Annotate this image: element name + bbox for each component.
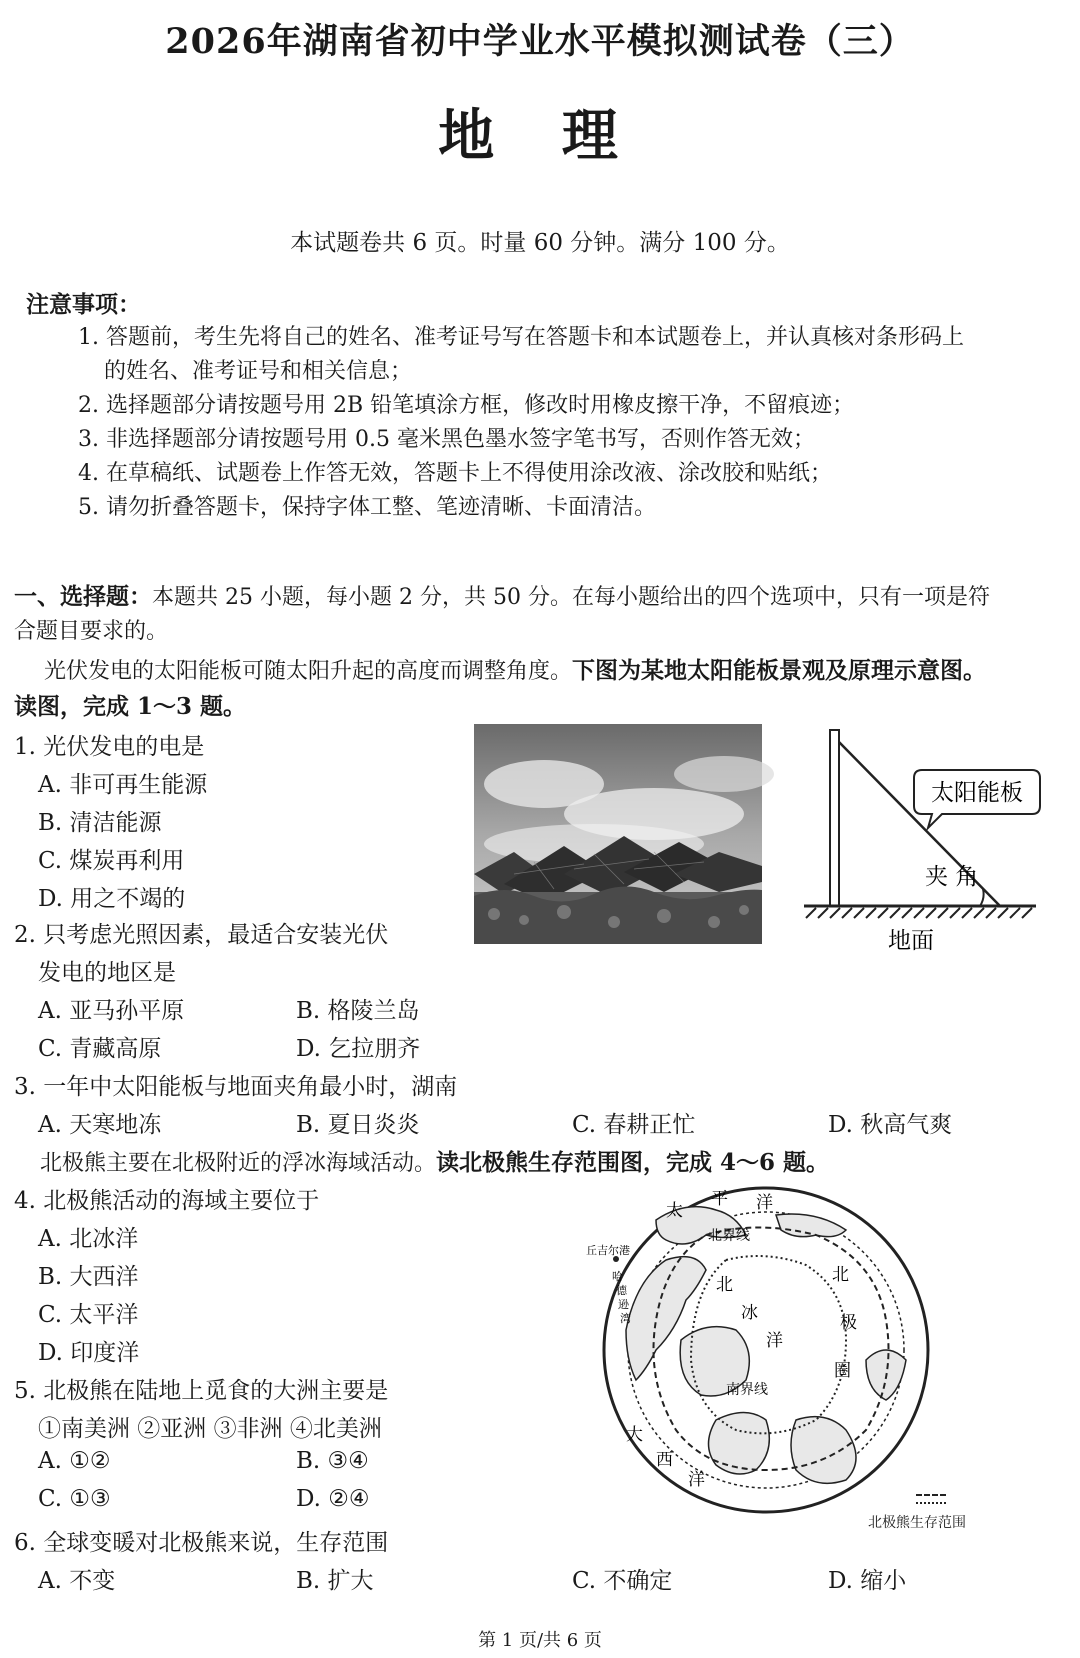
q5-option-b: B. ③④ <box>296 1448 369 1474</box>
svg-text:哈: 哈 <box>612 1270 623 1283</box>
angle-label: 夹 角 <box>925 864 979 890</box>
question-2: 2. 只考虑光照因素，最适合安装光伏 <box>14 922 389 948</box>
q6-option-a: A. 不变 <box>38 1568 116 1594</box>
polar-bear-range-map <box>586 1180 936 1520</box>
question-6: 6. 全球变暖对北极熊来说，生存范围 <box>14 1530 389 1556</box>
notice-item: 5. 请勿折叠答题卡，保持字体工整、笔迹清晰、卡面清洁。 <box>78 495 656 520</box>
passage-2 <box>40 1144 829 1177</box>
pacific-char: 太 <box>666 1201 683 1221</box>
notice-item: 1. 答题前，考生先将自己的姓名、准考证号写在答题卡和本试题卷上，并认真核对条形码上 <box>78 325 964 350</box>
arctic-circle-char: 极 <box>840 1313 857 1333</box>
svg-text:湾: 湾 <box>620 1312 631 1325</box>
q5-option-d: D. ②④ <box>296 1486 370 1512</box>
cape-label: 丘吉尔港 <box>586 1244 630 1257</box>
angle-arc <box>980 889 984 906</box>
q1-option-c: C. 煤炭再利用 <box>38 848 185 874</box>
q4-option-c: C. 太平洋 <box>38 1302 139 1328</box>
question-3: 3. 一年中太阳能板与地面夹角最小时，湖南 <box>14 1074 458 1100</box>
question-4: 4. 北极熊活动的海域主要位于 <box>14 1188 320 1214</box>
solar-panel-photo <box>474 724 762 944</box>
q2-option-d: D. 乞拉朋齐 <box>296 1036 421 1062</box>
q6-option-d: D. 缩小 <box>828 1568 907 1594</box>
legend-line-2 <box>916 1502 946 1504</box>
q1-option-b: B. 清洁能源 <box>38 810 162 836</box>
q2-option-b: B. 格陵兰岛 <box>296 998 420 1024</box>
q1-option-a: A. 非可再生能源 <box>38 772 208 798</box>
notice-item: 3. 非选择题部分请按题号用 0.5 毫米黑色墨水签字笔书写，否则作答无效； <box>78 427 815 452</box>
atlantic-char: 洋 <box>688 1470 705 1490</box>
arctic-circle-char: 圈 <box>834 1361 851 1381</box>
pacific-char: 洋 <box>756 1193 773 1213</box>
q1-option-d: D. 用之不竭的 <box>38 886 186 912</box>
notice-heading: 注意事项： <box>26 291 141 318</box>
q4-option-b: B. 大西洋 <box>38 1264 139 1290</box>
page-number: 第 1 页/共 6 页 <box>478 1630 602 1651</box>
section-heading <box>14 578 990 611</box>
q4-option-a: A. 北冰洋 <box>38 1226 139 1252</box>
north-boundary-label: 北界线 <box>708 1228 750 1244</box>
passage-1-line2: 读图，完成 1～3 题。 <box>14 693 247 720</box>
passage-1-text: 光伏发电的太阳能板可随太阳升起的高度而调整角度。 <box>44 659 573 684</box>
q3-option-c: C. 春耕正忙 <box>572 1112 696 1138</box>
q3-option-a: A. 天寒地冻 <box>38 1112 162 1138</box>
q2-option-a: A. 亚马孙平原 <box>38 998 185 1024</box>
q6-option-c: C. 不确定 <box>572 1568 673 1594</box>
section-desc: 本题共 25 小题，每小题 2 分，共 50 分。在每小题给出的四个选项中，只有一项是符 <box>152 585 990 610</box>
atlantic-char: 西 <box>656 1450 673 1470</box>
q6-option-b: B. 扩大 <box>296 1568 374 1594</box>
exam-title: 2026年湖南省初中学业水平模拟测试卷（三） <box>165 21 915 62</box>
passage-2-bold: 读北极熊生存范围图，完成 4～6 题。 <box>436 1149 830 1176</box>
solar-principle-diagram <box>800 726 1050 956</box>
pacific-char: 平 <box>711 1189 728 1209</box>
q5-option-c: C. ①③ <box>38 1486 111 1512</box>
subject-title: 地 理 <box>438 103 642 169</box>
q2-option-c: C. 青藏高原 <box>38 1036 162 1062</box>
section-desc-cont: 合题目要求的。 <box>14 619 169 644</box>
panel-label: 太阳能板 <box>931 780 1023 806</box>
passage-2-text: 北极熊主要在北极附近的浮冰海域活动。 <box>40 1151 437 1176</box>
atlantic-char: 大 <box>626 1425 643 1445</box>
question-2-cont: 发电的地区是 <box>38 960 176 986</box>
arctic-ocean-char: 洋 <box>766 1331 783 1351</box>
section-title: 一、选择题： <box>14 583 152 610</box>
legend-line-1 <box>916 1494 946 1496</box>
pole <box>830 730 839 906</box>
ground-label: 地面 <box>888 928 934 954</box>
arctic-circle-char: 北 <box>832 1265 849 1285</box>
q3-option-d: D. 秋高气爽 <box>828 1112 953 1138</box>
notice-item: 4. 在草稿纸、试题卷上作答无效，答题卡上不得使用涂改液、涂改胶和贴纸； <box>78 461 832 486</box>
arctic-ocean-char: 北 <box>716 1275 733 1295</box>
notice-item: 的姓名、准考证号和相关信息； <box>104 359 413 384</box>
passage-1-bold: 下图为某地太阳能板景观及原理示意图。 <box>572 657 987 684</box>
q5-choices: ①南美洲 ②亚洲 ③非洲 ④北美洲 <box>38 1416 382 1442</box>
q4-option-d: D. 印度洋 <box>38 1340 140 1366</box>
svg-text:逊: 逊 <box>618 1298 629 1311</box>
svg-text:德: 德 <box>616 1284 627 1297</box>
q5-option-a: A. ①② <box>38 1448 111 1474</box>
arctic-ocean-char: 冰 <box>741 1303 758 1323</box>
q3-option-b: B. 夏日炎炎 <box>296 1112 420 1138</box>
notice-item: 2. 选择题部分请按题号用 2B 铅笔填涂方框，修改时用橡皮擦干净，不留痕迹； <box>78 393 855 418</box>
question-5: 5. 北极熊在陆地上觅食的大洲主要是 <box>14 1378 389 1404</box>
south-boundary-label: 南界线 <box>726 1382 768 1398</box>
passage-1 <box>44 652 986 685</box>
ground-hatch <box>806 908 1032 918</box>
exam-meta: 本试题卷共 6 页。时量 60 分钟。满分 100 分。 <box>290 230 790 256</box>
question-1: 1. 光伏发电的电是 <box>14 734 205 760</box>
map-legend-label: 北极熊生存范围 <box>868 1515 966 1531</box>
